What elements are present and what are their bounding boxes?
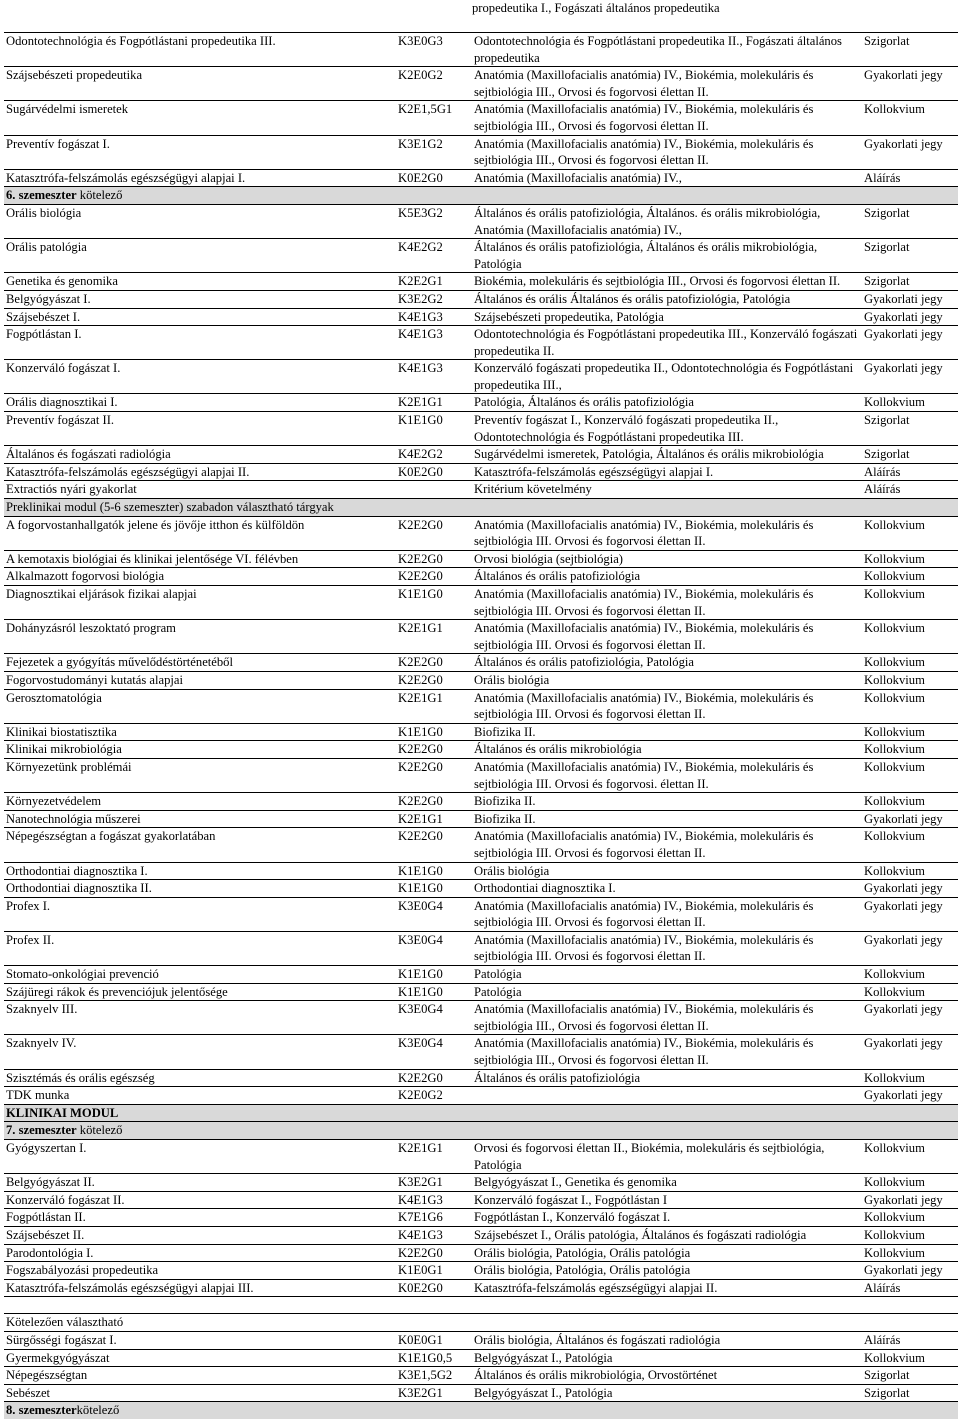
course-row	[4, 1262, 958, 1280]
course-name: Gyermekgyógyászat	[4, 1349, 396, 1367]
course-row	[4, 1087, 958, 1105]
course-prerequisites: Általános és orális patofiziológia, Általános. és orális mikrobiológia, Anatómia (Maxillofacialis anatómia) IV.,	[472, 204, 862, 238]
section-heading-row	[4, 499, 958, 517]
section-heading-row	[4, 187, 958, 205]
course-evaluation: Kollokvium	[862, 689, 958, 723]
course-evaluation: Szigorlat	[862, 239, 958, 273]
course-evaluation: Kollokvium	[862, 723, 958, 741]
course-prerequisites: Patológia	[472, 983, 862, 1001]
course-evaluation: Kollokvium	[862, 1226, 958, 1244]
course-code: K3E1G2	[396, 135, 472, 169]
course-prerequisites: Anatómia (Maxillofacialis anatómia) IV., Biokémia, molekuláris és sejtbiológia III., Orvosi és fogorvosi élettan II.	[472, 67, 862, 101]
course-name: Orthodontiai diagnosztika I.	[4, 862, 396, 880]
course-prerequisites: Orvosi biológia (sejtbiológia)	[472, 550, 862, 568]
course-row	[4, 550, 958, 568]
course-code: K2E1G1	[396, 620, 472, 654]
course-row	[4, 620, 958, 654]
course-prerequisites: Kritérium követelmény	[472, 481, 862, 499]
course-prerequisites: Anatómia (Maxillofacialis anatómia) IV., Biokémia, molekuláris és sejtbiológia III., Orvosi és fogorvosi élettan II.	[472, 135, 862, 169]
course-row	[4, 1314, 958, 1332]
course-row	[4, 446, 958, 464]
course-prerequisites: Biofizika II.	[472, 793, 862, 811]
course-code: K2E2G0	[396, 758, 472, 792]
course-row	[4, 1226, 958, 1244]
course-row	[4, 516, 958, 550]
course-name: Gerosztomatológia	[4, 689, 396, 723]
course-prerequisites: Biofizika II.	[472, 810, 862, 828]
course-evaluation: Aláírás	[862, 169, 958, 187]
course-evaluation: Kollokvium	[862, 654, 958, 672]
course-row	[4, 1331, 958, 1349]
course-prerequisites: Általános és orális patofiziológia, Patológia	[472, 654, 862, 672]
course-row	[4, 1279, 958, 1297]
course-evaluation: Kollokvium	[862, 1349, 958, 1367]
course-row	[4, 741, 958, 759]
course-evaluation: Gyakorlati jegy	[862, 1191, 958, 1209]
course-evaluation: Kollokvium	[862, 828, 958, 862]
curriculum-table	[4, 32, 958, 1419]
course-code: K3E0G4	[396, 1001, 472, 1035]
course-row	[4, 67, 958, 101]
course-evaluation: Gyakorlati jegy	[862, 326, 958, 360]
course-row	[4, 862, 958, 880]
course-row	[4, 1349, 958, 1367]
course-code: K0E2G0	[396, 1279, 472, 1297]
course-code: K1E1G0	[396, 862, 472, 880]
course-name: A fogorvostanhallgatók jelene és jövője itthon és külföldön	[4, 516, 396, 550]
course-row	[4, 1174, 958, 1192]
course-evaluation: Aláírás	[862, 481, 958, 499]
course-prerequisites: Odontotechnológia és Fogpótlástani propedeutika III., Konzerváló fogászati propedeutika II.	[472, 326, 862, 360]
course-evaluation: Szigorlat	[862, 33, 958, 67]
course-code: K5E3G2	[396, 204, 472, 238]
course-code: K2E1G1	[396, 689, 472, 723]
course-evaluation: Kollokvium	[862, 1174, 958, 1192]
course-evaluation: Gyakorlati jegy	[862, 360, 958, 394]
course-evaluation: Kollokvium	[862, 966, 958, 984]
course-row	[4, 1035, 958, 1069]
course-prerequisites: Anatómia (Maxillofacialis anatómia) IV., Biokémia, molekuláris és sejtbiológia III., Orvosi és fogorvosi élettan II.	[472, 1001, 862, 1035]
course-evaluation: Kollokvium	[862, 568, 958, 586]
course-row	[4, 412, 958, 446]
course-prerequisites: Anatómia (Maxillofacialis anatómia) IV., Biokémia, molekuláris és sejtbiológia III. Orvosi és fogorvosi élettan II.	[472, 516, 862, 550]
course-evaluation: Szigorlat	[862, 1367, 958, 1385]
course-name: Konzerváló fogászat I.	[4, 360, 396, 394]
course-row	[4, 671, 958, 689]
course-prerequisites: Általános és orális patofiziológia	[472, 1069, 862, 1087]
course-prerequisites: Orális biológia, Általános és fogászati radiológia	[472, 1331, 862, 1349]
course-code: K2E2G0	[396, 654, 472, 672]
curriculum-rows	[4, 33, 958, 1419]
course-row	[4, 360, 958, 394]
section-heading-semester: 7. szemeszter	[6, 1123, 77, 1138]
course-evaluation: Szigorlat	[862, 204, 958, 238]
course-evaluation: Kollokvium	[862, 586, 958, 620]
course-row	[4, 1140, 958, 1174]
section-heading-semester: 6. szemeszter	[6, 188, 77, 203]
section-heading: KLINIKAI MODUL	[4, 1104, 958, 1122]
course-name: A kemotaxis biológiai és klinikai jelentősége VI. félévben	[4, 550, 396, 568]
course-row	[4, 931, 958, 965]
course-code: K2E0G2	[396, 1087, 472, 1105]
course-evaluation: Kollokvium	[862, 101, 958, 135]
course-code: K2E2G0	[396, 568, 472, 586]
course-evaluation: Kollokvium	[862, 793, 958, 811]
course-row	[4, 135, 958, 169]
course-evaluation: Gyakorlati jegy	[862, 810, 958, 828]
course-code: K2E2G0	[396, 793, 472, 811]
course-prerequisites: Anatómia (Maxillofacialis anatómia) IV., Biokémia, molekuláris és sejtbiológia III. Orvosi és fogorvosi élettan II.	[472, 689, 862, 723]
course-prerequisites: Szájsebészet I., Orális patológia, Általános és fogászati radiológia	[472, 1226, 862, 1244]
course-name: Profex II.	[4, 931, 396, 965]
course-code: K3E0G4	[396, 931, 472, 965]
course-name: Sugárvédelmi ismeretek	[4, 101, 396, 135]
course-code: K2E2G0	[396, 1069, 472, 1087]
course-name: Fejezetek a gyógyítás művelődéstörténetéből	[4, 654, 396, 672]
course-name: Szájsebészet II.	[4, 1226, 396, 1244]
course-name: Katasztrófa-felszámolás egészségügyi alapjai II.	[4, 463, 396, 481]
course-prerequisites: Sugárvédelmi ismeretek, Patológia, Általános és orális mikrobiológia	[472, 446, 862, 464]
course-prerequisites: Általános és orális mikrobiológia	[472, 741, 862, 759]
course-evaluation: Gyakorlati jegy	[862, 290, 958, 308]
course-code: K2E1,5G1	[396, 101, 472, 135]
course-prerequisites: Általános és orális mikrobiológia, Orvostörténet	[472, 1367, 862, 1385]
section-heading-semester: 8. szemeszter	[6, 1403, 77, 1418]
course-prerequisites: Általános és orális Általános és orális patofiziológia, Patológia	[472, 290, 862, 308]
course-name: Extractiós nyári gyakorlat	[4, 481, 396, 499]
course-row	[4, 828, 958, 862]
course-row	[4, 1001, 958, 1035]
course-name: Környezetvédelem	[4, 793, 396, 811]
course-code: K2E2G0	[396, 516, 472, 550]
course-evaluation: Kollokvium	[862, 550, 958, 568]
course-prerequisites: Konzerváló fogászati propedeutika II., Odontotechnológia és Fogpótlástani propedeutika III.,	[472, 360, 862, 394]
course-row	[4, 983, 958, 1001]
course-name: Fogpótlástan II.	[4, 1209, 396, 1227]
course-row	[4, 273, 958, 291]
course-name: Katasztrófa-felszámolás egészségügyi alapjai III.	[4, 1279, 396, 1297]
course-prerequisites: Anatómia (Maxillofacialis anatómia) IV., Biokémia, molekuláris és sejtbiológia III. Orvosi és fogorvosi élettan II.	[472, 828, 862, 862]
course-prerequisites: Anatómia (Maxillofacialis anatómia) IV., Biokémia, molekuláris és sejtbiológia III. Orvosi és fogorvosi élettan II.	[472, 931, 862, 965]
course-code: K2E0G2	[396, 67, 472, 101]
course-row	[4, 33, 958, 67]
course-row	[4, 1384, 958, 1402]
course-evaluation: Kollokvium	[862, 620, 958, 654]
course-code	[396, 1314, 472, 1332]
course-code: K1E1G0	[396, 412, 472, 446]
course-code: K1E1G0	[396, 966, 472, 984]
course-name: Stomato-onkológiai prevenció	[4, 966, 396, 984]
course-evaluation: Szigorlat	[862, 273, 958, 291]
course-evaluation: Gyakorlati jegy	[862, 1262, 958, 1280]
course-evaluation: Aláírás	[862, 1279, 958, 1297]
section-heading-label: kötelező	[76, 1123, 123, 1138]
course-code: K3E1,5G2	[396, 1367, 472, 1385]
course-name: Preventív fogászat II.	[4, 412, 396, 446]
course-prerequisites: Anatómia (Maxillofacialis anatómia) IV., Biokémia, molekuláris és sejtbiológia III., Orvosi és fogorvosi élettan II.	[472, 1035, 862, 1069]
course-prerequisites: Patológia, Általános és orális patofiziológia	[472, 394, 862, 412]
course-name: Parodontológia I.	[4, 1244, 396, 1262]
course-name: Általános és fogászati radiológia	[4, 446, 396, 464]
course-prerequisites: Katasztrófa-felszámolás egészségügyi alapjai I.	[472, 463, 862, 481]
course-code: K1E1G0,5	[396, 1349, 472, 1367]
course-code: K4E1G3	[396, 326, 472, 360]
course-evaluation: Gyakorlati jegy	[862, 135, 958, 169]
continued-prerequisite-text: propedeutika I., Fogászati általános propedeutika	[472, 1, 720, 15]
course-code: K1E1G0	[396, 723, 472, 741]
blank-cell	[4, 1297, 958, 1314]
course-code: K3E0G4	[396, 1035, 472, 1069]
course-row	[4, 308, 958, 326]
course-name: Gyógyszertan I.	[4, 1140, 396, 1174]
course-name: Fogorvostudományi kutatás alapjai	[4, 671, 396, 689]
course-row	[4, 966, 958, 984]
course-prerequisites: Orvosi és fogorvosi élettan II., Biokémia, molekuláris és sejtbiológia, Patológia	[472, 1140, 862, 1174]
course-name: Klinikai mikrobiológia	[4, 741, 396, 759]
course-evaluation: Gyakorlati jegy	[862, 880, 958, 898]
spacer	[0, 17, 960, 32]
course-row	[4, 239, 958, 273]
course-code: K2E2G1	[396, 273, 472, 291]
course-row	[4, 169, 958, 187]
course-name: Odontotechnológia és Fogpótlástani propedeutika III.	[4, 33, 396, 67]
course-name: Szisztémás és orális egészség	[4, 1069, 396, 1087]
course-prerequisites: Orális biológia, Patológia, Orális patológia	[472, 1244, 862, 1262]
course-prerequisites: Katasztrófa-felszámolás egészségügyi alapjai II.	[472, 1279, 862, 1297]
course-name: Szaknyelv III.	[4, 1001, 396, 1035]
course-row	[4, 481, 958, 499]
course-code: K7E1G6	[396, 1209, 472, 1227]
course-row	[4, 101, 958, 135]
course-name: Környezetünk problémái	[4, 758, 396, 792]
course-code: K1E1G0	[396, 983, 472, 1001]
course-code: K3E2G2	[396, 290, 472, 308]
course-row	[4, 810, 958, 828]
course-row	[4, 758, 958, 792]
course-code: K2E2G0	[396, 1244, 472, 1262]
course-prerequisites	[472, 1314, 862, 1332]
course-row	[4, 1244, 958, 1262]
course-name: Konzerváló fogászat II.	[4, 1191, 396, 1209]
course-prerequisites: Fogpótlástan I., Konzerváló fogászat I.	[472, 1209, 862, 1227]
course-row	[4, 1069, 958, 1087]
course-name: Fogszabályozási propedeutika	[4, 1262, 396, 1280]
course-row	[4, 290, 958, 308]
course-prerequisites: Patológia	[472, 966, 862, 984]
course-evaluation: Kollokvium	[862, 516, 958, 550]
course-name: Fogpótlástan I.	[4, 326, 396, 360]
course-name: Orthodontiai diagnosztika II.	[4, 880, 396, 898]
course-name: Diagnosztikai eljárások fizikai alapjai	[4, 586, 396, 620]
course-prerequisites: Orthodontiai diagnosztika I.	[472, 880, 862, 898]
course-evaluation: Gyakorlati jegy	[862, 1087, 958, 1105]
course-evaluation: Gyakorlati jegy	[862, 1035, 958, 1069]
course-code	[396, 481, 472, 499]
course-prerequisites: Szájsebészeti propedeutika, Patológia	[472, 308, 862, 326]
course-code: K2E2G0	[396, 671, 472, 689]
course-row	[4, 793, 958, 811]
course-name: Nanotechnológia műszerei	[4, 810, 396, 828]
section-heading	[4, 187, 958, 205]
course-code: K0E0G1	[396, 1331, 472, 1349]
course-code: K4E1G3	[396, 360, 472, 394]
course-evaluation: Aláírás	[862, 1331, 958, 1349]
course-row	[4, 723, 958, 741]
course-row	[4, 897, 958, 931]
course-code: K2E1G1	[396, 1140, 472, 1174]
course-evaluation: Kollokvium	[862, 394, 958, 412]
course-code: K3E0G3	[396, 33, 472, 67]
course-name: Népegészségtan	[4, 1367, 396, 1385]
course-name: Sürgősségi fogászat I.	[4, 1331, 396, 1349]
course-evaluation: Kollokvium	[862, 671, 958, 689]
section-heading-row	[4, 1402, 958, 1419]
section-heading-row	[4, 1104, 958, 1122]
course-evaluation	[862, 1314, 958, 1332]
course-code: K1E1G0	[396, 880, 472, 898]
course-prerequisites: Anatómia (Maxillofacialis anatómia) IV., Biokémia, molekuláris és sejtbiológia III., Orvosi és fogorvosi élettan II.	[472, 101, 862, 135]
section-heading-row	[4, 1122, 958, 1140]
course-evaluation: Kollokvium	[862, 741, 958, 759]
course-code: K2E1G1	[396, 810, 472, 828]
course-evaluation: Gyakorlati jegy	[862, 1001, 958, 1035]
course-prerequisites: Anatómia (Maxillofacialis anatómia) IV., Biokémia, molekuláris és sejtbiológia III. Orvosi és fogorvosi élettan II.	[472, 620, 862, 654]
course-row	[4, 689, 958, 723]
course-row	[4, 654, 958, 672]
course-code: K1E1G0	[396, 586, 472, 620]
course-name: Sebészet	[4, 1384, 396, 1402]
course-prerequisites: Biokémia, molekuláris és sejtbiológia III., Orvosi és fogorvosi élettan II.	[472, 273, 862, 291]
course-prerequisites: Orális biológia, Patológia, Orális patológia	[472, 1262, 862, 1280]
course-row	[4, 1191, 958, 1209]
course-prerequisites: Általános és orális patofiziológia	[472, 568, 862, 586]
course-prerequisites: Belgyógyászat I., Patológia	[472, 1349, 862, 1367]
section-heading: Preklinikai modul (5-6 szemeszter) szabadon választható tárgyak	[4, 499, 958, 517]
course-name: Szájsebészet I.	[4, 308, 396, 326]
course-name: Profex I.	[4, 897, 396, 931]
course-row	[4, 586, 958, 620]
course-row	[4, 394, 958, 412]
course-evaluation: Kollokvium	[862, 1069, 958, 1087]
course-prerequisites: Preventív fogászat I., Konzerváló fogászati propedeutika II., Odontotechnológia és Fogpótlástani propedeutika III.	[472, 412, 862, 446]
course-code: K2E2G0	[396, 741, 472, 759]
course-prerequisites: Anatómia (Maxillofacialis anatómia) IV., Biokémia, molekuláris és sejtbiológia III. Orvosi és fogorvosi élettan II.	[472, 897, 862, 931]
course-name: Preventív fogászat I.	[4, 135, 396, 169]
course-name: Dohányzásról leszoktató program	[4, 620, 396, 654]
course-evaluation: Aláírás	[862, 463, 958, 481]
course-name: Klinikai biostatisztika	[4, 723, 396, 741]
course-row	[4, 1367, 958, 1385]
course-name: Népegészségtan a fogászat gyakorlatában	[4, 828, 396, 862]
course-prerequisites	[472, 1087, 862, 1105]
course-prerequisites: Belgyógyászat I., Patológia	[472, 1384, 862, 1402]
course-name: Alkalmazott fogorvosi biológia	[4, 568, 396, 586]
section-heading	[4, 1402, 958, 1419]
course-evaluation: Kollokvium	[862, 758, 958, 792]
course-evaluation: Gyakorlati jegy	[862, 308, 958, 326]
course-code: K0E2G0	[396, 169, 472, 187]
course-name: Szájüregi rákok és prevenciójuk jelentősége	[4, 983, 396, 1001]
course-code: K4E1G3	[396, 1191, 472, 1209]
course-row	[4, 204, 958, 238]
course-row	[4, 880, 958, 898]
course-prerequisites: Általános és orális patofiziológia, Általános és orális mikrobiológia, Patológia	[472, 239, 862, 273]
course-evaluation: Szigorlat	[862, 1384, 958, 1402]
course-evaluation: Kollokvium	[862, 1209, 958, 1227]
course-evaluation: Kollokvium	[862, 1244, 958, 1262]
course-name: Kötelezően választható	[4, 1314, 396, 1332]
course-evaluation: Kollokvium	[862, 1140, 958, 1174]
course-prerequisites: Biofizika II.	[472, 723, 862, 741]
course-name: Orális diagnosztikai I.	[4, 394, 396, 412]
course-name: Belgyógyászat I.	[4, 290, 396, 308]
course-prerequisites: Odontotechnológia és Fogpótlástani propedeutika II., Fogászati általános propedeutika	[472, 33, 862, 67]
course-row	[4, 1209, 958, 1227]
course-name: TDK munka	[4, 1087, 396, 1105]
course-evaluation: Kollokvium	[862, 983, 958, 1001]
section-heading-label: kötelező	[76, 188, 123, 203]
course-code: K2E1G1	[396, 394, 472, 412]
course-evaluation: Gyakorlati jegy	[862, 931, 958, 965]
course-row	[4, 463, 958, 481]
course-prerequisites: Orális biológia	[472, 671, 862, 689]
course-evaluation: Kollokvium	[862, 862, 958, 880]
course-evaluation: Gyakorlati jegy	[862, 897, 958, 931]
course-prerequisites: Konzerváló fogászat I., Fogpótlástan I	[472, 1191, 862, 1209]
course-prerequisites: Anatómia (Maxillofacialis anatómia) IV., Biokémia, molekuláris és sejtbiológia III. Orvosi és fogorvosi. élettan II.	[472, 758, 862, 792]
course-evaluation: Szigorlat	[862, 446, 958, 464]
course-name: Orális biológia	[4, 204, 396, 238]
course-row	[4, 568, 958, 586]
course-code: K4E1G3	[396, 1226, 472, 1244]
course-code: K4E2G2	[396, 239, 472, 273]
course-name: Orális patológia	[4, 239, 396, 273]
section-heading	[4, 1122, 958, 1140]
course-name: Belgyógyászat II.	[4, 1174, 396, 1192]
course-code: K1E0G1	[396, 1262, 472, 1280]
course-code: K3E0G4	[396, 897, 472, 931]
course-name: Szájsebészeti propedeutika	[4, 67, 396, 101]
course-code: K2E2G0	[396, 828, 472, 862]
course-prerequisites: Orális biológia	[472, 862, 862, 880]
course-evaluation: Szigorlat	[862, 412, 958, 446]
course-evaluation: Gyakorlati jegy	[862, 67, 958, 101]
course-name: Szaknyelv IV.	[4, 1035, 396, 1069]
course-code: K2E2G0	[396, 550, 472, 568]
blank-row	[4, 1297, 958, 1314]
course-code: K4E2G2	[396, 446, 472, 464]
course-name: Katasztrófa-felszámolás egészségügyi alapjai I.	[4, 169, 396, 187]
course-row	[4, 326, 958, 360]
section-heading-label: kötelező	[76, 1403, 120, 1418]
course-code: K0E2G0	[396, 463, 472, 481]
course-prerequisites: Anatómia (Maxillofacialis anatómia) IV., Biokémia, molekuláris és sejtbiológia III. Orvosi és fogorvosi élettan II.	[472, 586, 862, 620]
course-code: K4E1G3	[396, 308, 472, 326]
course-prerequisites: Belgyógyászat I., Genetika és genomika	[472, 1174, 862, 1192]
course-prerequisites: Anatómia (Maxillofacialis anatómia) IV.,	[472, 169, 862, 187]
course-code: K3E2G1	[396, 1174, 472, 1192]
course-code: K3E2G1	[396, 1384, 472, 1402]
course-name: Genetika és genomika	[4, 273, 396, 291]
